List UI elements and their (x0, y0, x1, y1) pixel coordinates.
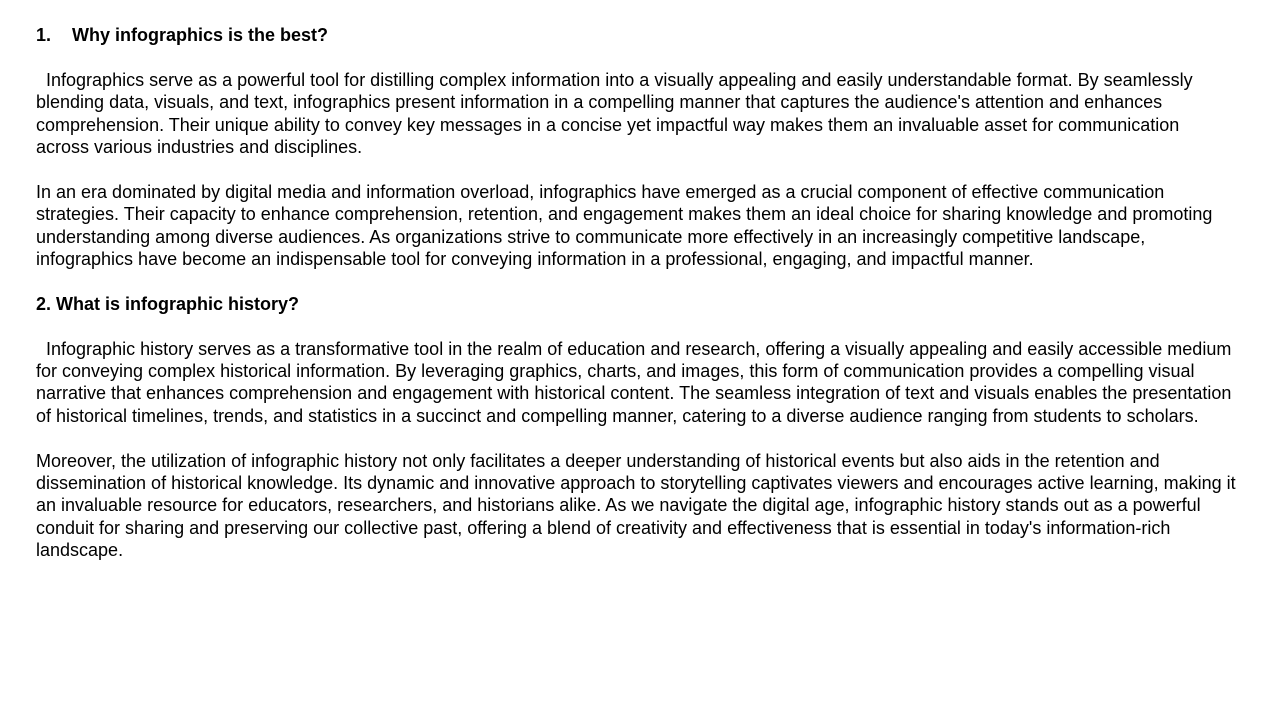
section-1-number: 1. (36, 25, 52, 45)
section-2-paragraph-2: Moreover, the utilization of infographic history not only facilitates a deeper understanding of historical events but also aids in the retention and dissemination of historical knowledge. Its dynamic and innovative approach to storytelling captivates viewers and encourages active learning, making it an invaluable resource for educators, researchers, and historians alike. As we navigate the digital age, infographic history stands out as a powerful conduit for sharing and preserving our collective past, offering a blend of creativity and effectiveness that is essential in today's information-rich landscape. (36, 450, 1241, 561)
section-1-heading (36, 24, 1236, 46)
section-1-paragraph-2: In an era dominated by digital media and information overload, infographics have emerged as a crucial component of effective communication strategies. Their capacity to enhance comprehension, retention, and engagement makes them an ideal choice for sharing knowledge and promoting understanding among diverse audiences. As organizations strive to communicate more effectively in an increasingly competitive landscape, infographics have become an indispensable tool for conveying information in a professional, engaging, and impactful manner. (36, 181, 1218, 270)
section-1-title: Why infographics is the best? (72, 25, 329, 45)
section-1-paragraph-1: Infographics serve as a powerful tool for distilling complex information into a visually appealing and easily understandable format. By seamlessly blending data, visuals, and text, infographics present information in a compelling manner that captures the audience's attention and enhances comprehension. Their unique ability to convey key messages in a concise yet impactful way makes them an invaluable asset for communication across various industries and disciplines. (36, 69, 1198, 158)
section-2-paragraph-1: Infographic history serves as a transformative tool in the realm of education and research, offering a visually appealing and easily accessible medium for conveying complex historical information. By leveraging graphics, charts, and images, this form of communication provides a compelling visual narrative that enhances comprehension and engagement with historical content. The seamless integration of text and visuals enables the presentation of historical timelines, trends, and statistics in a succinct and compelling manner, catering to a diverse audience ranging from students to scholars. (36, 338, 1237, 426)
section-2-heading (36, 293, 1236, 315)
section-2-number: 2. (36, 293, 52, 314)
section-2-title: What is infographic history? (56, 293, 300, 314)
slide-body (36, 24, 1241, 584)
